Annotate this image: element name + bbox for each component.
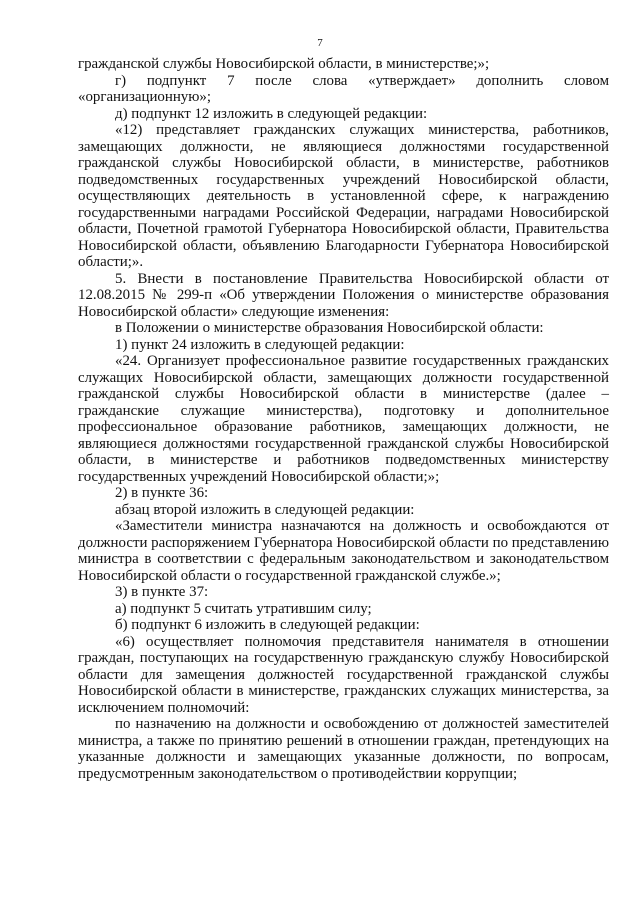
paragraph: по назначению на должности и освобождению от должностей заместителей министра, а также по принятию решений в отношении граждан, претендующих на указанные должности и замещающих указанные должности, по вопросам, предусмотренным законодательством о противодействии коррупции; [78,716,609,782]
paragraph: б) подпункт 6 изложить в следующей редакции: [115,617,420,633]
paragraph: «Заместители министра назначаются на должность и освобождаются от должности распоряжением Губернатора Новосибирской области по представлению министра в соответствии с федеральным законодательством и законодательством Новосибирской области о государственной гражданской службе.»; [78,518,609,584]
paragraph: «24. Организует профессиональное развитие государственных гражданских служащих Новосибирской области, замещающих должности государственной гражданской службы Новосибирской области в министерстве (далее – гражданские служащие министерства), подготовку и дополнительное профессиональное образование работников, замещающих должности, не являющиеся должностями государственной гражданской службы Новосибирской области, в министерстве и работников подведомственных министерству государственных учреждений Новосибирской области;»; [78,353,609,485]
paragraph: «6) осуществляет полномочия представителя нанимателя в отношении граждан, поступающих на государственную гражданскую службу Новосибирской области для замещения должностей государственной гражданской службы Новосибирской области в министерстве, гражданских служащих министерства, за исключением полномочий: [78,633,609,716]
paragraph: гражданской службы Новосибирской области, в министерстве;»; [78,56,490,72]
document-body [78,56,609,782]
paragraph: в Положении о министерстве образования Новосибирской области: [115,320,544,336]
paragraph: 2) в пункте 36: [115,485,209,501]
paragraph: абзац второй изложить в следующей редакции: [115,501,415,518]
paragraph: д) подпункт 12 изложить в следующей редакции: [115,105,428,122]
paragraph: 1) пункт 24 изложить в следующей редакции: [115,336,405,353]
paragraph: г) подпункт 7 после слова «утверждает» дополнить словом «организационную»; [78,72,609,105]
paragraph: «12) представляет гражданских служащих министерства, работников, замещающих должности, не являющиеся должностями государственной гражданской службы Новосибирской области, в министерстве, работников подведомственных государственных учреждений Новосибирской области, осуществляющих деятельность в установленной сфере, к награждению государственными наградами Российской Федерации, наградами Новосибирской области, Почетной грамотой Губернатора Новосибирской области, Правительства Новосибирской области, объявлению Благодарности Губернатора Новосибирской области;». [78,122,609,270]
paragraph: 3) в пункте 37: [115,584,209,600]
paragraph: 5. Внести в постановление Правительства Новосибирской области от 12.08.2015 № 299-п «Об утверждении Положения о министерстве образования Новосибирской области» следующие изменения: [78,270,609,320]
page-number: 7 [317,37,323,49]
paragraph: а) подпункт 5 считать утратившим силу; [115,600,372,617]
